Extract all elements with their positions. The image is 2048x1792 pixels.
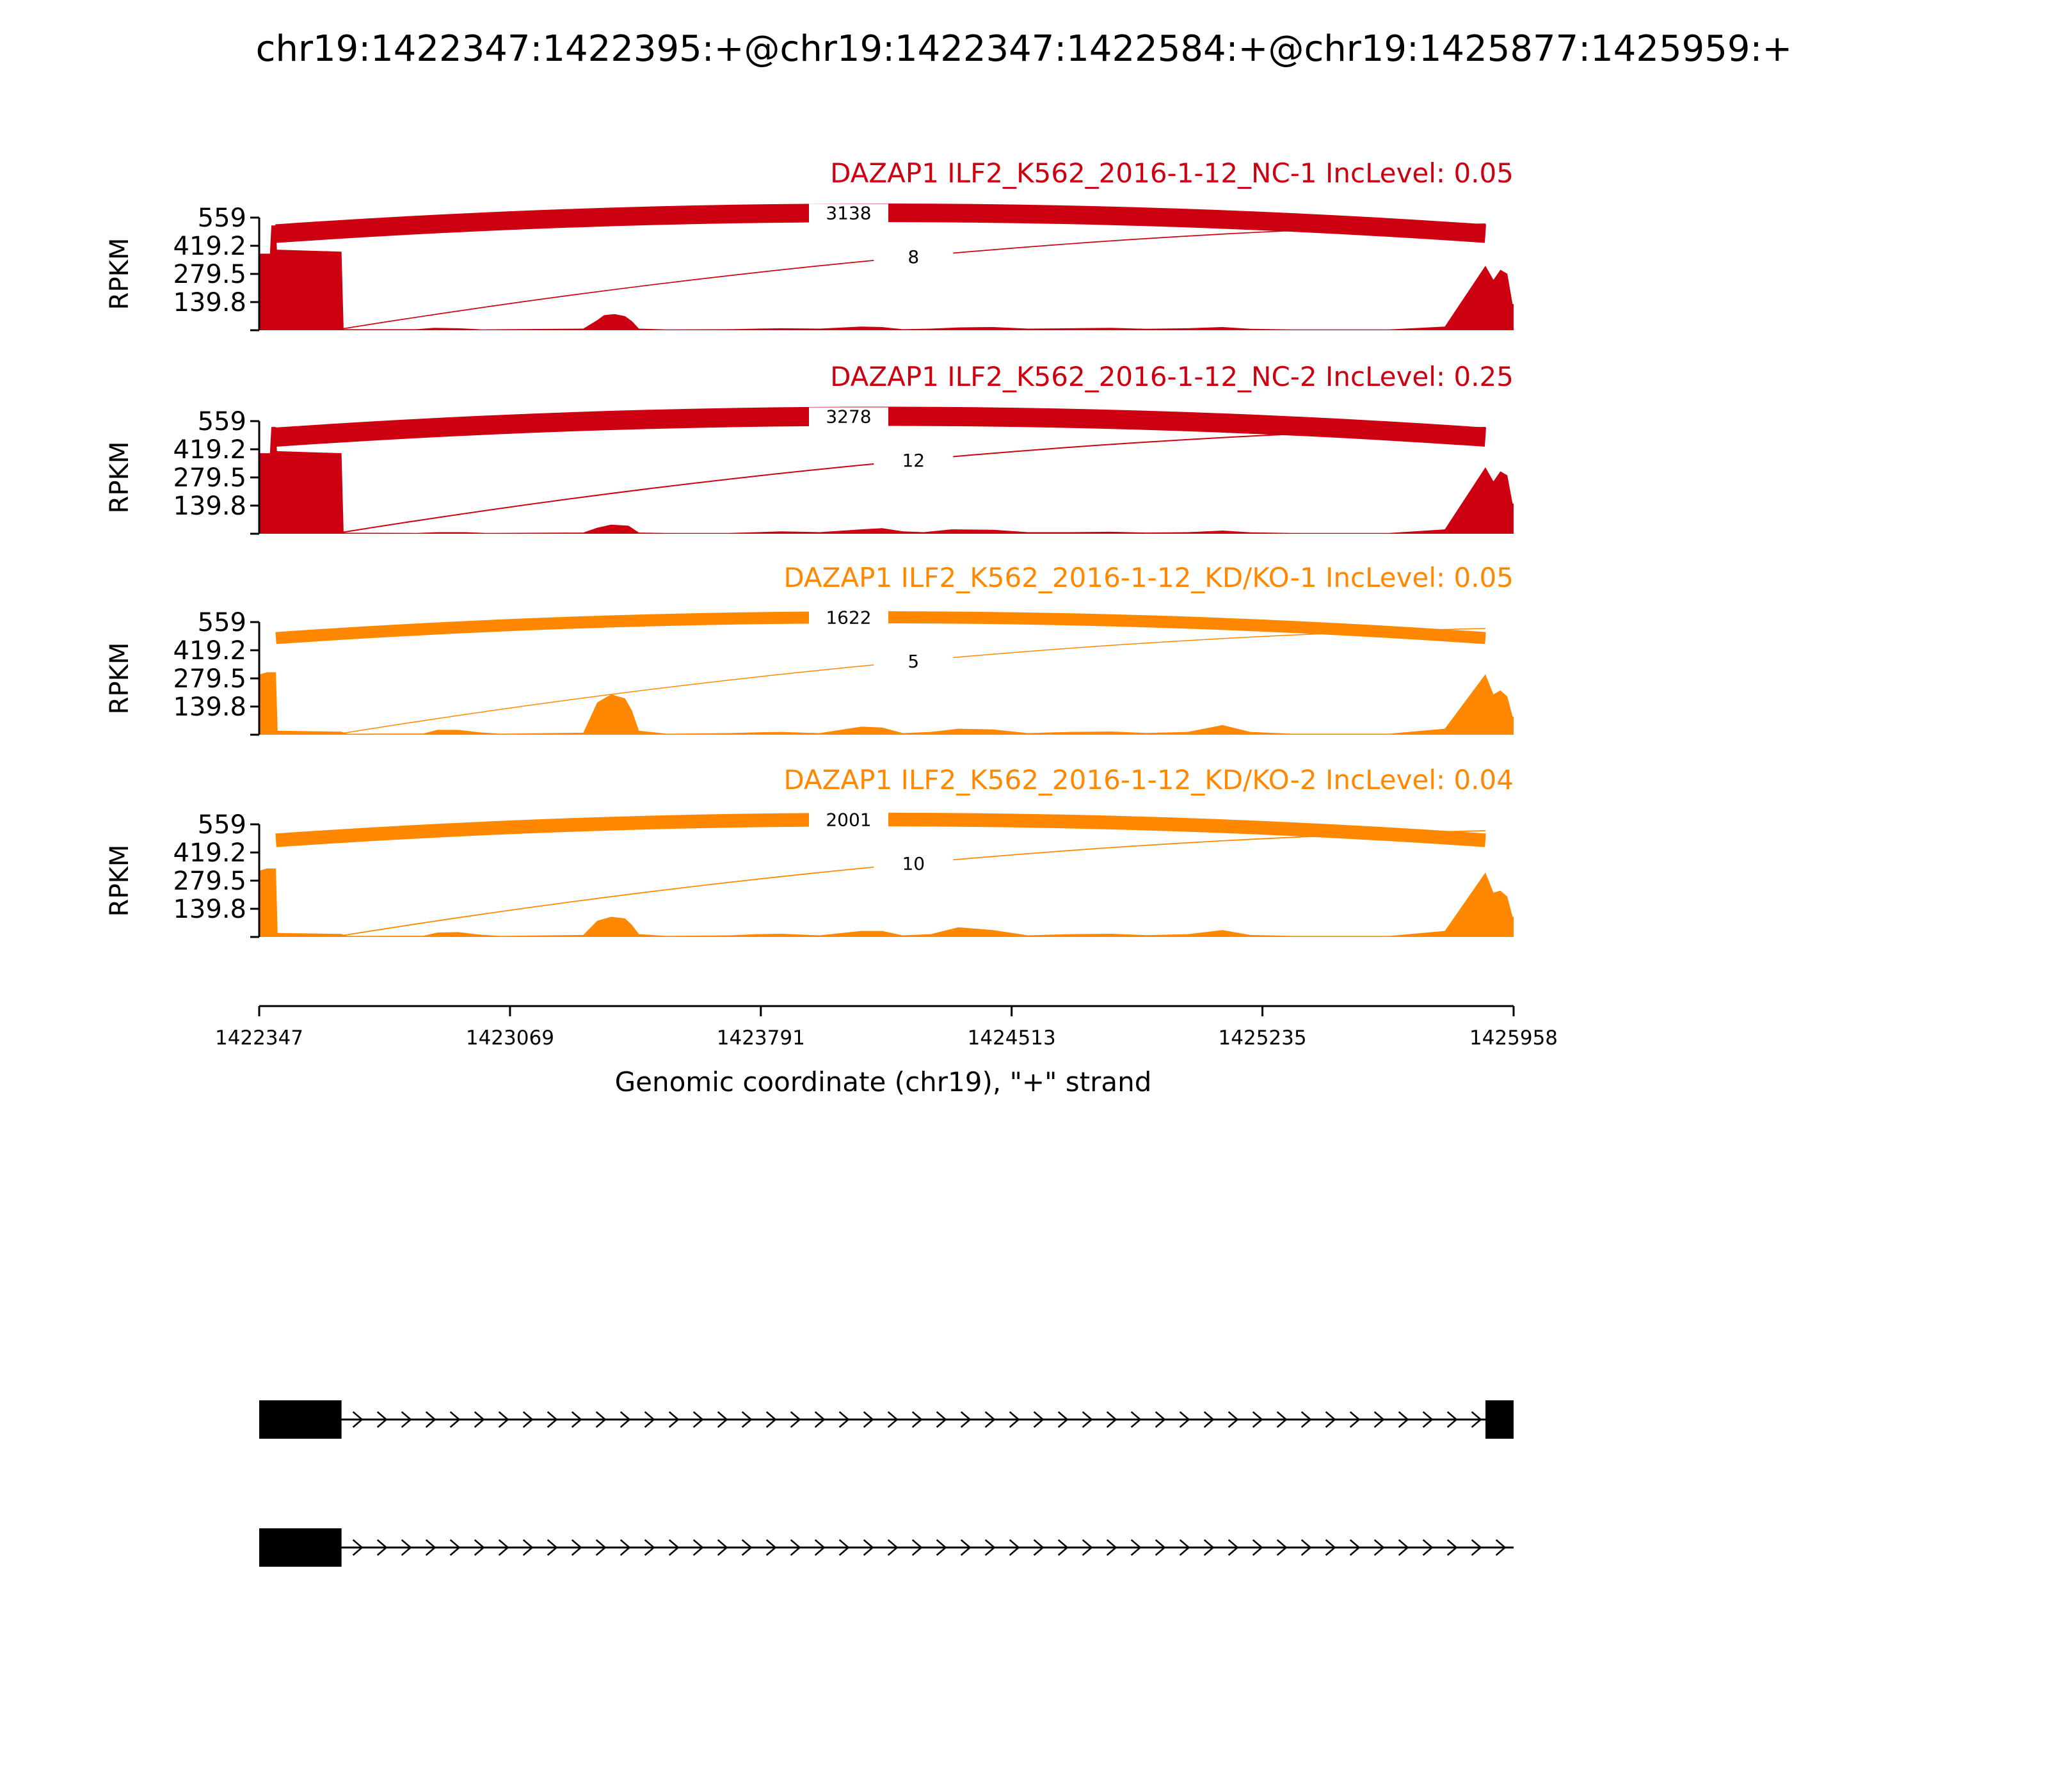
y-tick-label: 279.5: [173, 463, 246, 493]
y-tick-label: 559: [197, 407, 246, 436]
panel-label: DAZAP1 ILF2_K562_2016-1-12_NC-1 IncLevel: 0.05: [830, 157, 1514, 189]
junction-count-label: 2001: [826, 809, 872, 831]
junction-count-label: 8: [908, 246, 920, 268]
x-tick-label: 1423791: [716, 1027, 805, 1050]
junction-count-label: 12: [902, 450, 925, 471]
chart-title: chr19:1422347:1422395:+@chr19:1422347:1422584:+@chr19:1425877:1425959:+: [255, 28, 1793, 70]
y-tick-label: 139.8: [173, 491, 246, 521]
y-axis-label: RPKM: [105, 642, 134, 715]
junction-count-label: 3278: [826, 406, 872, 428]
y-tick-label: 139.8: [173, 894, 246, 924]
panel-label: DAZAP1 ILF2_K562_2016-1-12_KD/KO-1 IncLevel: 0.05: [783, 562, 1514, 593]
y-tick-label: 419.2: [173, 435, 246, 465]
y-tick-label: 279.5: [173, 867, 246, 896]
y-tick-label: 559: [197, 810, 246, 840]
x-tick-label: 1422347: [214, 1027, 304, 1050]
y-tick-label: 419.2: [173, 838, 246, 868]
y-axis-label: RPKM: [105, 237, 134, 310]
junction-count-label: 3138: [826, 202, 872, 224]
exon-block: [259, 1400, 342, 1439]
y-tick-label: 419.2: [173, 636, 246, 666]
y-tick-label: 139.8: [173, 287, 246, 317]
panel-label: DAZAP1 ILF2_K562_2016-1-12_NC-2 IncLevel: 0.25: [830, 361, 1514, 392]
exon-block: [1485, 1400, 1514, 1439]
x-axis-label: Genomic coordinate (chr19), "+" strand: [614, 1066, 1152, 1098]
y-tick-label: 419.2: [173, 232, 246, 262]
y-tick-label: 559: [197, 204, 246, 233]
y-tick-label: 139.8: [173, 692, 246, 722]
x-tick-label: 1425958: [1469, 1027, 1558, 1050]
y-tick-label: 279.5: [173, 260, 246, 289]
y-axis-label: RPKM: [105, 844, 134, 917]
junction-count-label: 1622: [826, 607, 872, 628]
y-tick-label: 559: [197, 608, 246, 637]
x-tick-label: 1425235: [1218, 1027, 1307, 1050]
junction-count-label: 10: [902, 853, 925, 874]
y-axis-label: RPKM: [105, 441, 134, 514]
exon-block: [259, 1528, 342, 1567]
x-tick-label: 1424513: [967, 1027, 1056, 1050]
junction-count-label: 5: [908, 651, 920, 672]
x-tick-label: 1423069: [465, 1027, 554, 1050]
y-tick-label: 279.5: [173, 664, 246, 694]
panel-label: DAZAP1 ILF2_K562_2016-1-12_KD/KO-2 IncLevel: 0.04: [783, 764, 1514, 796]
